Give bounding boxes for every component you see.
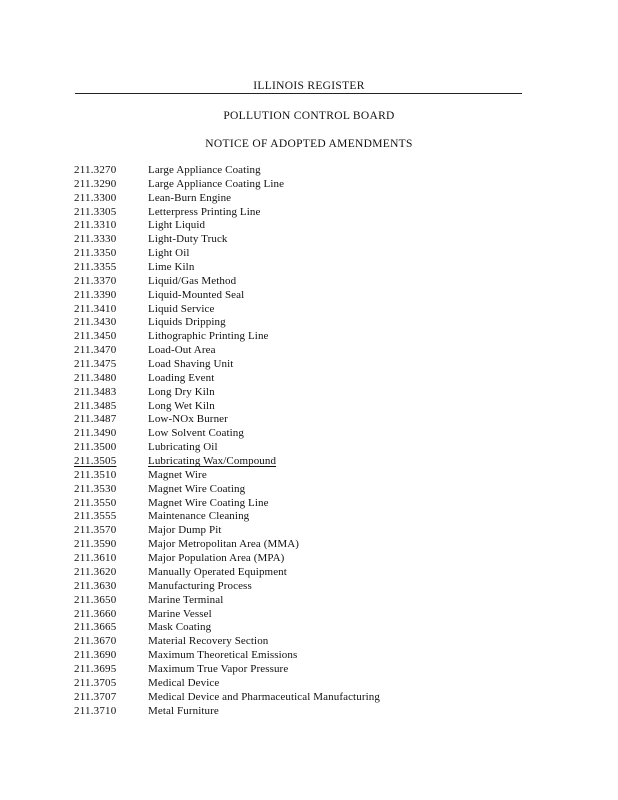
list-item	[74, 178, 380, 192]
section-number: 211.3370	[74, 274, 117, 287]
list-item	[74, 413, 380, 427]
definition-term: Light-Duty Truck	[148, 233, 228, 246]
definition-term: Maintenance Cleaning	[148, 510, 250, 523]
definition-term: Marine Terminal	[148, 593, 224, 606]
list-item	[74, 303, 380, 317]
definition-term: Lubricating Wax/Compound	[148, 455, 277, 468]
list-item	[74, 510, 380, 524]
register-title-text: ILLINOIS REGISTER	[253, 80, 365, 92]
section-number: 211.3690	[74, 649, 117, 662]
section-number: 211.3480	[74, 371, 117, 384]
list-item	[74, 469, 380, 483]
list-item	[74, 441, 380, 455]
list-item	[74, 219, 380, 233]
section-number: 211.3430	[74, 316, 117, 329]
list-item	[74, 427, 380, 441]
section-number: 211.3650	[74, 593, 117, 606]
list-item	[74, 358, 380, 372]
list-item	[74, 289, 380, 303]
section-number: 211.3470	[74, 344, 117, 357]
definition-term: Maximum True Vapor Pressure	[148, 662, 289, 675]
section-number: 211.3550	[74, 496, 117, 509]
section-number: 211.3330	[74, 233, 117, 246]
definition-term: Long Dry Kiln	[148, 385, 215, 398]
section-number: 211.3310	[74, 219, 117, 232]
list-item-added	[74, 455, 380, 469]
section-number: 211.3355	[74, 261, 117, 274]
section-number: 211.3483	[74, 385, 117, 398]
definition-term: Load-Out Area	[148, 344, 216, 357]
definition-term: Medical Device and Pharmaceutical Manufacturing	[148, 690, 380, 703]
section-number: 211.3665	[74, 621, 117, 634]
definition-term: Large Appliance Coating Line	[148, 177, 285, 190]
list-item	[74, 233, 380, 247]
definition-term: Medical Device	[148, 676, 220, 689]
section-number: 211.3305	[74, 205, 117, 218]
definition-term: Loading Event	[148, 371, 215, 384]
list-item	[74, 206, 380, 220]
section-number: 211.3710	[74, 704, 117, 717]
list-item	[74, 663, 380, 677]
definition-term: Low-NOx Burner	[148, 413, 228, 426]
list-item	[74, 164, 380, 178]
definition-term: Light Liquid	[148, 219, 206, 232]
section-number: 211.3570	[74, 524, 117, 537]
section-number: 211.3487	[74, 413, 117, 426]
list-item	[74, 649, 380, 663]
definition-term: Marine Vessel	[148, 607, 212, 620]
definition-term: Manually Operated Equipment	[148, 565, 287, 578]
list-item	[74, 372, 380, 386]
definition-term: Material Recovery Section	[148, 635, 269, 648]
definition-term: Lime Kiln	[148, 261, 195, 274]
section-number: 211.3490	[74, 427, 117, 440]
list-item	[74, 261, 380, 275]
section-number: 211.3510	[74, 468, 117, 481]
list-item	[74, 524, 380, 538]
definition-term: Lean-Burn Engine	[148, 191, 232, 204]
definition-term: Major Dump Pit	[148, 524, 222, 537]
list-item	[74, 705, 380, 719]
definition-term: Letterpress Printing Line	[148, 205, 261, 218]
list-item	[74, 594, 380, 608]
list-item	[74, 580, 380, 594]
definition-term: Magnet Wire Coating Line	[148, 496, 269, 509]
section-number: 211.3485	[74, 399, 117, 412]
section-number: 211.3555	[74, 510, 117, 523]
section-number: 211.3505	[74, 455, 117, 468]
definition-term: Mask Coating	[148, 621, 212, 634]
section-number: 211.3707	[74, 690, 117, 703]
definition-term: Major Metropolitan Area (MMA)	[148, 538, 300, 551]
section-number: 211.3410	[74, 302, 117, 315]
list-item	[74, 400, 380, 414]
section-number: 211.3660	[74, 607, 117, 620]
definitions-list	[74, 164, 380, 718]
list-item	[74, 330, 380, 344]
list-item	[74, 608, 380, 622]
definition-term: Magnet Wire	[148, 468, 207, 481]
list-item	[74, 635, 380, 649]
section-number: 211.3350	[74, 247, 117, 260]
section-number: 211.3500	[74, 441, 117, 454]
definition-term: Long Wet Kiln	[148, 399, 215, 412]
section-number: 211.3590	[74, 538, 117, 551]
definition-term: Liquid-Mounted Seal	[148, 288, 245, 301]
list-item	[74, 538, 380, 552]
section-number: 211.3290	[74, 177, 117, 190]
register-title	[0, 79, 618, 93]
list-item	[74, 483, 380, 497]
list-item	[74, 275, 380, 289]
section-number: 211.3695	[74, 662, 117, 675]
definition-term: Liquid Service	[148, 302, 215, 315]
list-item	[74, 552, 380, 566]
section-number: 211.3610	[74, 552, 117, 565]
section-number: 211.3475	[74, 358, 117, 371]
definition-term: Liquids Dripping	[148, 316, 226, 329]
board-title: POLLUTION CONTROL BOARD	[223, 110, 395, 122]
notice-title: NOTICE OF ADOPTED AMENDMENTS	[205, 138, 413, 150]
list-item	[74, 566, 380, 580]
section-number: 211.3670	[74, 635, 117, 648]
list-item	[74, 691, 380, 705]
list-item	[74, 192, 380, 206]
list-item	[74, 386, 380, 400]
list-item	[74, 621, 380, 635]
section-number: 211.3390	[74, 288, 117, 301]
definition-term: Lithographic Printing Line	[148, 330, 269, 343]
section-number: 211.3450	[74, 330, 117, 343]
section-number: 211.3630	[74, 579, 117, 592]
definition-term: Major Population Area (MPA)	[148, 552, 285, 565]
list-item	[74, 677, 380, 691]
definition-term: Magnet Wire Coating	[148, 482, 246, 495]
definition-term: Liquid/Gas Method	[148, 274, 237, 287]
definition-term: Large Appliance Coating	[148, 164, 261, 176]
definition-term: Low Solvent Coating	[148, 427, 245, 440]
list-item	[74, 247, 380, 261]
section-number: 211.3270	[74, 164, 117, 176]
section-number: 211.3705	[74, 676, 117, 689]
list-item	[74, 497, 380, 511]
definition-term: Lubricating Oil	[148, 441, 218, 454]
section-number: 211.3300	[74, 191, 117, 204]
definition-term: Metal Furniture	[148, 704, 219, 717]
section-number: 211.3620	[74, 565, 117, 578]
definition-term: Maximum Theoretical Emissions	[148, 649, 298, 662]
definition-term: Manufacturing Process	[148, 579, 252, 592]
list-item	[74, 344, 380, 358]
definition-term: Load Shaving Unit	[148, 358, 234, 371]
definition-term: Light Oil	[148, 247, 190, 260]
header-rule	[75, 93, 522, 94]
list-item	[74, 316, 380, 330]
section-number: 211.3530	[74, 482, 117, 495]
